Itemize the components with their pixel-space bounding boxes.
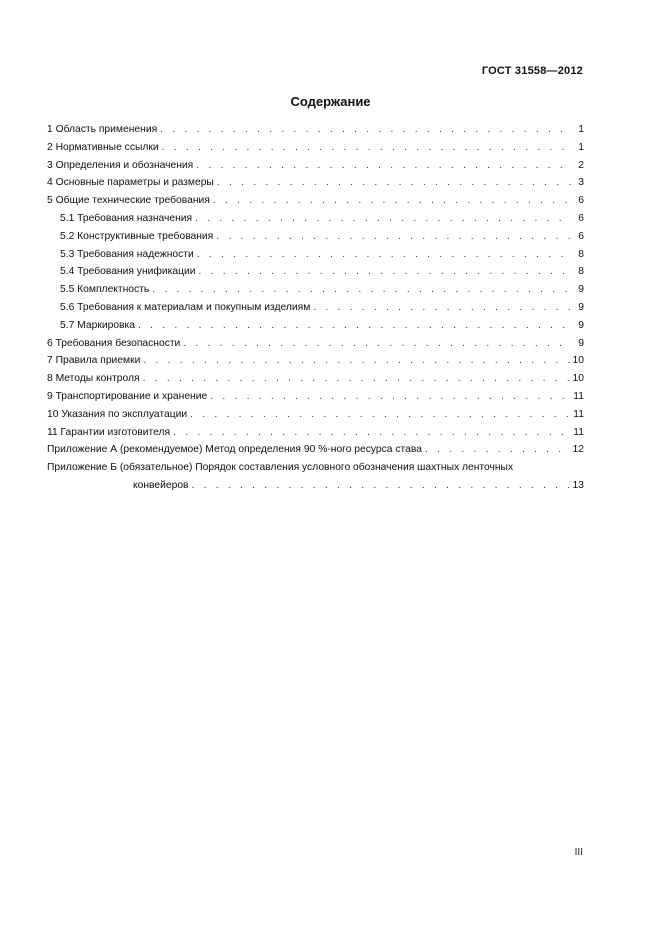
toc-leader-dots — [216, 228, 571, 246]
toc-leader-dots — [143, 352, 569, 370]
toc-entry-label: 5 Общие технические требования — [47, 195, 210, 207]
toc-entry-page: 9 — [578, 284, 584, 296]
toc-leader-dots — [162, 139, 571, 157]
toc-entry-page: 1 — [578, 141, 584, 153]
toc-entry-page: 2 — [578, 159, 584, 171]
toc-entry-page: 9 — [578, 337, 584, 349]
toc-entry-page: 11 — [573, 408, 584, 420]
toc-leader-dots — [213, 192, 571, 210]
toc-entry[interactable] — [47, 388, 584, 406]
toc-entry-page: 9 — [578, 319, 584, 331]
toc-entry-page: 9 — [578, 301, 584, 313]
toc-leader-dots — [196, 157, 571, 175]
toc-entry-label: Приложение Б (обязательное) Порядок составления условного обозначения шахтных ленточных — [47, 462, 514, 474]
toc-entry-page: 6 — [578, 230, 584, 242]
toc-entry-appendix-b-line2[interactable] — [47, 477, 584, 495]
toc-entry-label: 5.6 Требования к материалам и покупным изделиям — [60, 301, 311, 313]
page-number: III — [574, 847, 583, 858]
toc-leader-dots — [160, 121, 571, 139]
toc-leader-dots — [425, 441, 570, 459]
toc-entry-page: 1 — [578, 124, 584, 135]
toc-entry-appendix-b-line1[interactable] — [47, 459, 584, 477]
toc-leader-dots — [190, 406, 570, 424]
toc-entry-label: 5.4 Требования унификации — [60, 266, 196, 278]
toc-entry[interactable] — [47, 139, 584, 157]
toc-entry-appendix-a[interactable] — [47, 441, 584, 459]
toc-entry-page: 12 — [572, 444, 584, 456]
toc-entry-label: 3 Определения и обозначения — [47, 159, 194, 171]
toc-leader-dots — [192, 477, 570, 495]
toc-leader-dots — [197, 246, 571, 264]
toc-entry-page: 8 — [578, 248, 584, 260]
toc-entry-label: 8 Методы контроля — [47, 373, 140, 385]
toc-entry-label: 5.7 Маркировка — [60, 319, 135, 331]
toc-entry-page: 6 — [578, 212, 584, 224]
toc-entry-label: 2 Нормативные ссылки — [47, 141, 159, 153]
toc-title: Содержание — [290, 94, 371, 109]
toc-entry-label: 5.2 Конструктивные требования — [60, 230, 214, 242]
toc-subentry[interactable] — [47, 281, 584, 299]
toc-entry-label: 6 Требования безопасности — [47, 337, 181, 349]
toc-entry[interactable] — [47, 121, 584, 139]
toc-leader-dots — [152, 281, 571, 299]
toc-entry-label: конвейеров — [133, 479, 189, 491]
toc-entry-label: Приложение А (рекомендуемое) Метод определения 90 %-ного ресурса става — [47, 444, 422, 456]
toc-leader-dots — [138, 317, 571, 335]
toc-leader-dots — [313, 299, 571, 317]
toc-entry-page: 10 — [572, 355, 584, 367]
toc-subentry[interactable] — [47, 210, 584, 228]
toc-subentry[interactable] — [47, 246, 584, 264]
toc-entry[interactable] — [47, 370, 584, 388]
toc-entry-label: 1 Область применения — [47, 124, 158, 135]
toc-subentry[interactable] — [47, 299, 584, 317]
toc-subentry[interactable] — [47, 228, 584, 246]
toc-entry-label: 5.5 Комплектность — [60, 284, 150, 296]
toc-entry[interactable] — [47, 352, 584, 370]
toc-entry-page: 10 — [572, 373, 584, 385]
toc-entry-label: 11 Гарантии изготовителя — [47, 426, 171, 438]
toc-entry-page: 6 — [578, 195, 584, 207]
toc-entry-page: 11 — [573, 426, 584, 438]
toc-leader-dots — [173, 424, 570, 442]
toc-entry[interactable] — [47, 424, 584, 442]
toc-entry-label: 10 Указания по эксплуатации — [47, 408, 188, 420]
toc-entry-label: 9 Транспортирование и хранение — [47, 390, 208, 402]
toc-entry-page: 8 — [578, 266, 584, 278]
toc-leader-dots — [195, 210, 571, 228]
toc-leader-dots — [143, 370, 570, 388]
toc-subentry[interactable] — [47, 263, 584, 281]
document-code: ГОСТ 31558—2012 — [481, 65, 583, 77]
toc-entry-label: 5.1 Требования назначения — [60, 212, 193, 224]
toc-entry-page: 13 — [572, 479, 584, 491]
toc-entry-label: 7 Правила приемки — [47, 355, 141, 367]
table-of-contents — [47, 121, 584, 495]
toc-entry[interactable] — [47, 335, 584, 353]
toc-leader-dots — [210, 388, 570, 406]
toc-entry-label: 4 Основные параметры и размеры — [47, 177, 214, 189]
toc-entry-label: 5.3 Требования надежности — [60, 248, 194, 260]
toc-entry-page: 3 — [578, 177, 584, 189]
toc-leader-dots — [198, 263, 571, 281]
toc-leader-dots — [183, 335, 571, 353]
toc-entry[interactable] — [47, 157, 584, 175]
toc-entry[interactable] — [47, 406, 584, 424]
toc-entry[interactable] — [47, 192, 584, 210]
toc-subentry[interactable] — [47, 317, 584, 335]
toc-entry[interactable] — [47, 174, 584, 192]
toc-entry-page: 11 — [573, 390, 584, 402]
toc-leader-dots — [217, 174, 571, 192]
